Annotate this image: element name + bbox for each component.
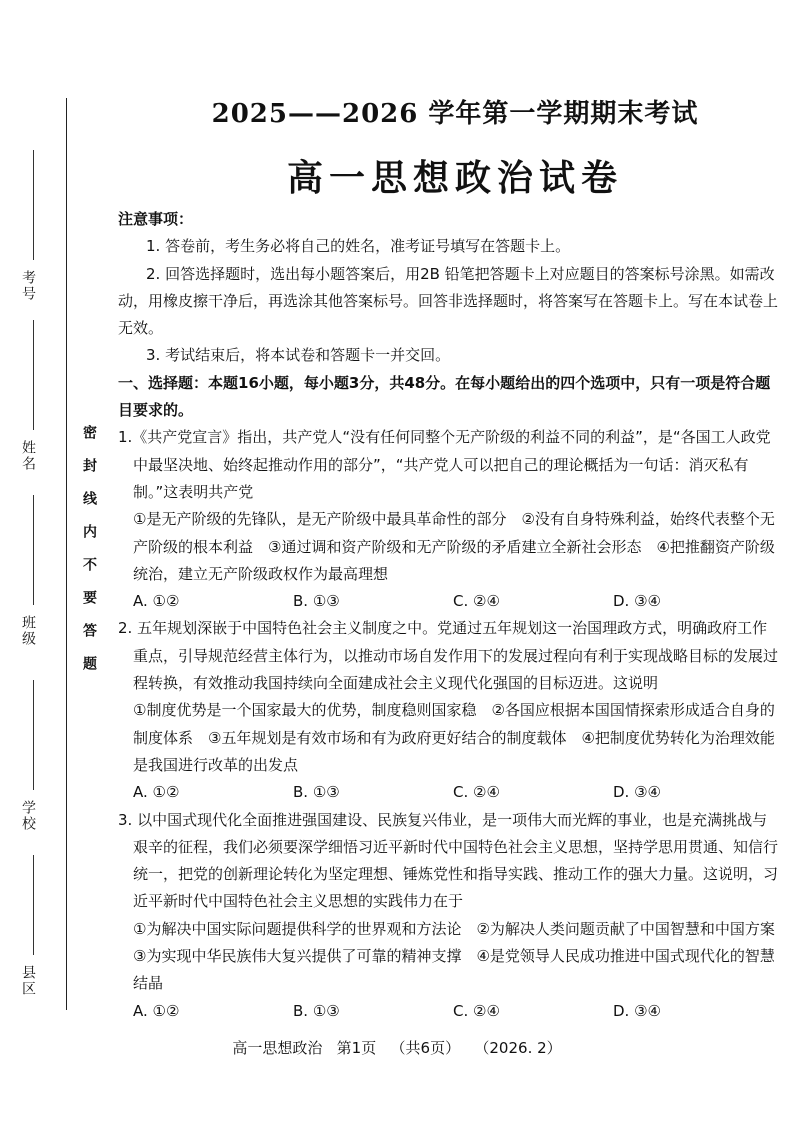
question-stem: 2. 五年规划深嵌于中国特色社会主义制度之中。党通过五年规划这一治国理政方式，明确政府工作重点，引导规范经营主体行为，以推动市场自发作用下的发展过程向有利于实现战略目标的发展过程转换，有效推动我国持续向全面建成社会主义现代化强国的目标迈进。这说明 (118, 619, 779, 693)
footer-page: 第1页 (336, 1039, 377, 1057)
section-heading: 一、选择题：本题16小题，每小题3分，共48分。在每小题给出的四个选项中，只有一项是符合题目要求的。 (118, 373, 771, 420)
class-field (33, 495, 34, 605)
option-row (118, 779, 780, 806)
option-b: B. ①③ (293, 592, 340, 611)
option-row (118, 588, 780, 615)
question-stem: 3. 以中国式现代化全面推进强国建设、民族复兴伟业，是一项伟大而光辉的事业，也是充满挑战与艰辛的征程，我们必须要深学细悟习近平新时代中国特色社会主义思想，坚持学思用贯通、知信行统一，把党的创新理论转化为坚定理想、锤炼党性和指导实践、推动工作的强大力量。这说明，习近平新时代中国特色社会主义思想的实践伟力在于 (118, 810, 779, 911)
option-d: D. ③④ (613, 783, 661, 802)
question-statements: ①制度优势是一个国家最大的优势，制度稳则国家稳 ②各国应根据本国国情探索形成适合自身的制度体系 ③五年规划是有效市场和有为政府更好结合的制度载体 ④把制度优势转化为治理效能是我国进行改革的出发点 (133, 701, 775, 774)
option-a: A. ①② (133, 1001, 180, 1020)
question-stem: 1.《共产党宣言》指出，共产党人“没有任何同整个无产阶级的利益不同的利益”，是“各国工人政党中最坚决地、始终起推动作用的部分”，“共产党人可以把自己的理论概括为一句话：消灭私有制。”这表明共产党 (118, 428, 771, 501)
option-c: C. ②④ (453, 783, 500, 802)
exam-no-label: 考号 (20, 270, 36, 302)
exam-subtitle: 高一思想政治试卷 (286, 158, 623, 199)
notice-item: 3. 考试结束后，将本试卷和答题卡一并交回。 (146, 346, 451, 365)
name-field (33, 320, 34, 430)
school-field (33, 680, 34, 790)
option-d: D. ③④ (613, 1001, 661, 1020)
county-field (33, 855, 34, 955)
name-label: 姓名 (20, 440, 36, 472)
exam-title: 2025——2026 学年第一学期期末考试 (211, 99, 699, 129)
question-1 (118, 424, 780, 615)
option-a: A. ①② (133, 592, 180, 611)
binding-line (66, 98, 67, 1010)
option-b: B. ①③ (293, 1001, 340, 1020)
exam-no-field (33, 150, 34, 260)
school-label: 学校 (20, 800, 36, 832)
option-c: C. ②④ (453, 592, 500, 611)
notice-item: 1. 答卷前，考生务必将自己的姓名，准考证号填写在答题卡上。 (146, 237, 571, 256)
notice-item: 2. 回答选择题时，选出每小题答案后，用2B 铅笔把答题卡上对应题目的答案标号涂黑。如需改动，用橡皮擦干净后，再选涂其他答案标号。回答非选择题时，将答案写在答题卡上。写在本试卷上无效。 (118, 264, 779, 338)
notice-heading: 注意事项： (118, 210, 194, 228)
class-label: 班级 (20, 615, 36, 647)
option-d: D. ③④ (613, 592, 661, 611)
footer-total: （共6页） (390, 1039, 461, 1057)
option-c: C. ②④ (453, 1001, 500, 1020)
county-label: 县区 (20, 965, 36, 997)
question-2 (118, 615, 780, 806)
exam-content (118, 206, 790, 1025)
footer-date: （2026. 2） (474, 1039, 562, 1057)
option-row (118, 998, 780, 1025)
page-footer (0, 1037, 794, 1058)
option-b: B. ①③ (293, 783, 340, 802)
question-statements: ①是无产阶级的先锋队，是无产阶级中最具革命性的部分 ②没有自身特殊利益，始终代表整个无产阶级的根本利益 ③通过调和资产阶级和无产阶级的矛盾建立全新社会形态 ④把推翻资产阶级统治，建立无产阶级政权作为最高理想 (133, 510, 775, 583)
question-statements: ①为解决中国实际问题提供科学的世界观和方法论 ②为解决人类问题贡献了中国智慧和中国方案 ③为实现中华民族伟大复兴提供了可靠的精神支撑 ④是党领导人民成功推进中国式现代化的智慧结晶 (133, 919, 790, 993)
question-3 (118, 807, 790, 1025)
footer-subject: 高一思想政治 (232, 1039, 323, 1057)
seal-notice: 密封线内不要答题 (81, 425, 97, 689)
option-a: A. ①② (133, 783, 180, 802)
